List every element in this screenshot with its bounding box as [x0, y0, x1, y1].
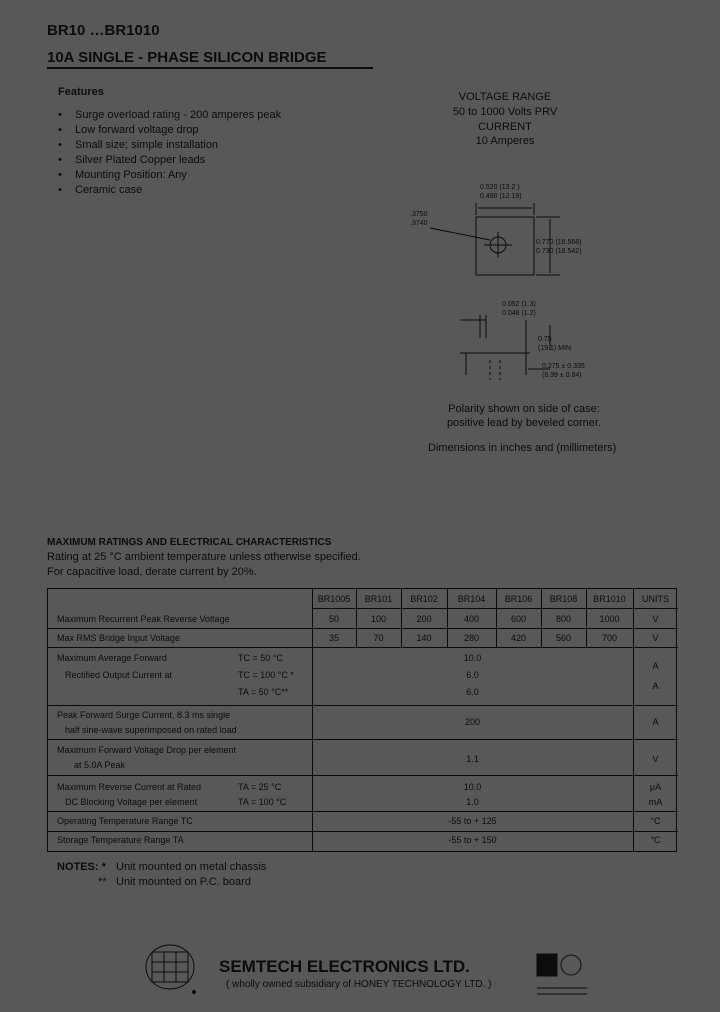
cell-op-temp: -55 to + 125 [448, 816, 497, 826]
dim-hole-1: .3750 [410, 211, 428, 218]
cell-iavg-1: 10.0 [463, 653, 482, 663]
cell-vrrm-br104: 400 [463, 614, 480, 624]
cell-vrms-br104: 280 [463, 633, 480, 643]
company-subsidiary: ( wholly owned subsidiary of HONEY TECHNOLOGY LTD. ) [226, 979, 492, 990]
dim-length-2: (19.1) MIN [538, 345, 572, 352]
feature-item: • Mounting Position: Any [58, 168, 281, 183]
row-label-vrms: Max RMS Bridge Input Voltage [57, 633, 181, 643]
row-label-storage-temp: Storage Temperature Range TA [57, 835, 184, 845]
col-header-br108: BR108 [549, 594, 578, 604]
cell-vrms-br102: 140 [416, 633, 432, 643]
dim-spacing-1: 0.275 ± 0.335 [542, 363, 585, 370]
cell-vf-unit: V [652, 754, 659, 764]
row-label-iavg-1: Maximum Average Forward [57, 653, 167, 663]
cell-vrms-br106: 420 [510, 633, 527, 643]
dimensions-note: Dimensions in inches and (millimeters) [428, 442, 617, 454]
cell-ir-1: 10.0 [463, 782, 482, 792]
title-underline [47, 67, 373, 69]
row-label-ifsm-1: Peak Forward Surge Current, 8.3 ms single [57, 710, 231, 720]
dim-height-2: 0.730 (18.542) [536, 248, 582, 255]
features-list [58, 108, 281, 198]
dim-height-1: 0.770 (18.568) [536, 239, 582, 246]
cell-op-temp-unit: °C [650, 816, 661, 826]
ratings-note-2: For capacitive load, derate current by 20%. [47, 566, 257, 578]
row-label-iavg-2: Rectified Output Current at [65, 670, 173, 680]
cell-ir-unit-2: mA [648, 797, 663, 807]
cell-storage-temp-unit: °C [650, 835, 661, 845]
current-label: CURRENT [478, 121, 532, 133]
cell-ifsm-unit: A [652, 717, 659, 727]
notes-label: NOTES: * [57, 861, 106, 873]
cond-ta-50: TA = 50 °C** [238, 687, 289, 697]
case-top-view [476, 217, 534, 275]
cell-vrms-br101: 70 [373, 633, 384, 643]
package-outline-drawing [400, 170, 600, 400]
cell-vrms-unit: V [652, 633, 659, 643]
ratings-note-1: Rating at 25 °C ambient temperature unless otherwise specified. [47, 551, 361, 563]
dim-width-1: 0.520 (13.2 ) [480, 184, 520, 191]
cond-ta-100: TA = 100 °C [238, 797, 287, 807]
col-header-br106: BR106 [504, 594, 533, 604]
current-value: 10 Amperes [475, 135, 535, 147]
cell-vrrm-br106: 600 [510, 614, 527, 624]
row-label-ifsm-2: half sine-wave superimposed on rated load [65, 725, 237, 735]
page-title: BR10 …BR1010 [47, 22, 160, 39]
dim-spacing-2: (6.99 ± 0.84) [542, 372, 582, 379]
cond-tc-50: TC = 50 °C [238, 653, 283, 663]
note-2: Unit mounted on P.C. board [116, 876, 251, 888]
col-header-br104: BR104 [457, 594, 486, 604]
cell-storage-temp: -55 to + 150 [448, 835, 497, 845]
feature-item: • Surge overload rating - 200 amperes peak [58, 108, 281, 123]
dim-hole-2: .3740 [410, 220, 428, 227]
dim-width-2: 0.480 (12.19) [480, 193, 522, 200]
feature-item: • Silver Plated Copper leads [58, 153, 281, 168]
col-header-br1005: BR1005 [317, 594, 351, 604]
dim-lead-2: 0.048 (1.2) [502, 310, 536, 317]
company-name: SEMTECH ELECTRONICS LTD. [219, 957, 470, 976]
cell-vrms-br1005: 35 [328, 633, 339, 643]
col-header-units: UNITS [642, 594, 669, 604]
cell-iavg-3: 6.0 [466, 687, 479, 697]
cell-vrrm-unit: V [652, 614, 659, 624]
page-subtitle: 10A SINGLE - PHASE SILICON BRIDGE [47, 49, 327, 66]
feature-item: • Small size; simple installation [58, 138, 281, 153]
row-label-vf-2: at 5.0A Peak [74, 760, 126, 770]
cell-vrrm-br108: 800 [555, 614, 572, 624]
ratings-heading: MAXIMUM RATINGS AND ELECTRICAL CHARACTERISTICS [47, 537, 332, 548]
cell-vrms-br1010: 700 [601, 633, 618, 643]
cell-ir-2: 1.0 [466, 797, 479, 807]
cell-iavg-2: 6.0 [466, 670, 479, 680]
cell-vrrm-br101: 100 [370, 614, 387, 624]
row-label-vrrm: Maximum Recurrent Peak Reverse Voltage [57, 614, 230, 624]
feature-item: • Low forward voltage drop [58, 123, 281, 138]
col-header-br1010: BR1010 [593, 594, 626, 604]
cell-iavg-unit-2: A [652, 681, 659, 691]
cell-vf: 1.1 [466, 754, 479, 764]
dim-length-1: 0.75 [538, 336, 552, 343]
cell-ifsm: 200 [464, 717, 481, 727]
polarity-note-1: Polarity shown on side of case: [448, 403, 600, 415]
row-label-ir-1: Maximum Reverse Current at Rated [57, 782, 202, 792]
col-header-br102: BR102 [410, 594, 438, 604]
row-label-ir-2: DC Blocking Voltage per element [65, 797, 198, 807]
ratings-table [47, 588, 677, 852]
polarity-note-2: positive lead by beveled corner. [446, 417, 602, 429]
cell-vrrm-br102: 200 [416, 614, 432, 624]
voltage-range-value: 50 to 1000 Volts PRV [452, 106, 558, 118]
cond-ta-25: TA = 25 °C [238, 782, 282, 792]
feature-item: • Ceramic case [58, 183, 281, 198]
cond-tc-100: TC = 100 °C * [238, 670, 294, 680]
row-label-vf-1: Maximum Forward Voltage Drop per element [57, 745, 237, 755]
certification-seal-icon [138, 942, 202, 996]
row-label-op-temp: Operating Temperature Range TC [57, 816, 193, 826]
note-2-marker: ** [98, 876, 107, 888]
cell-vrrm-br1005: 50 [328, 614, 339, 624]
quality-mark-icon [535, 948, 590, 998]
cell-iavg-unit-1: A [652, 661, 659, 671]
cell-ir-unit-1: μA [649, 782, 662, 792]
voltage-range-label: VOLTAGE RANGE [458, 91, 552, 103]
cell-vrms-br108: 560 [555, 633, 572, 643]
features-heading: Features [58, 86, 104, 98]
dim-lead-1: 0.052 (1.3) [502, 301, 536, 308]
note-1: Unit mounted on metal chassis [116, 861, 267, 873]
cell-vrrm-br1010: 1000 [599, 614, 620, 624]
col-header-br101: BR101 [364, 594, 393, 604]
